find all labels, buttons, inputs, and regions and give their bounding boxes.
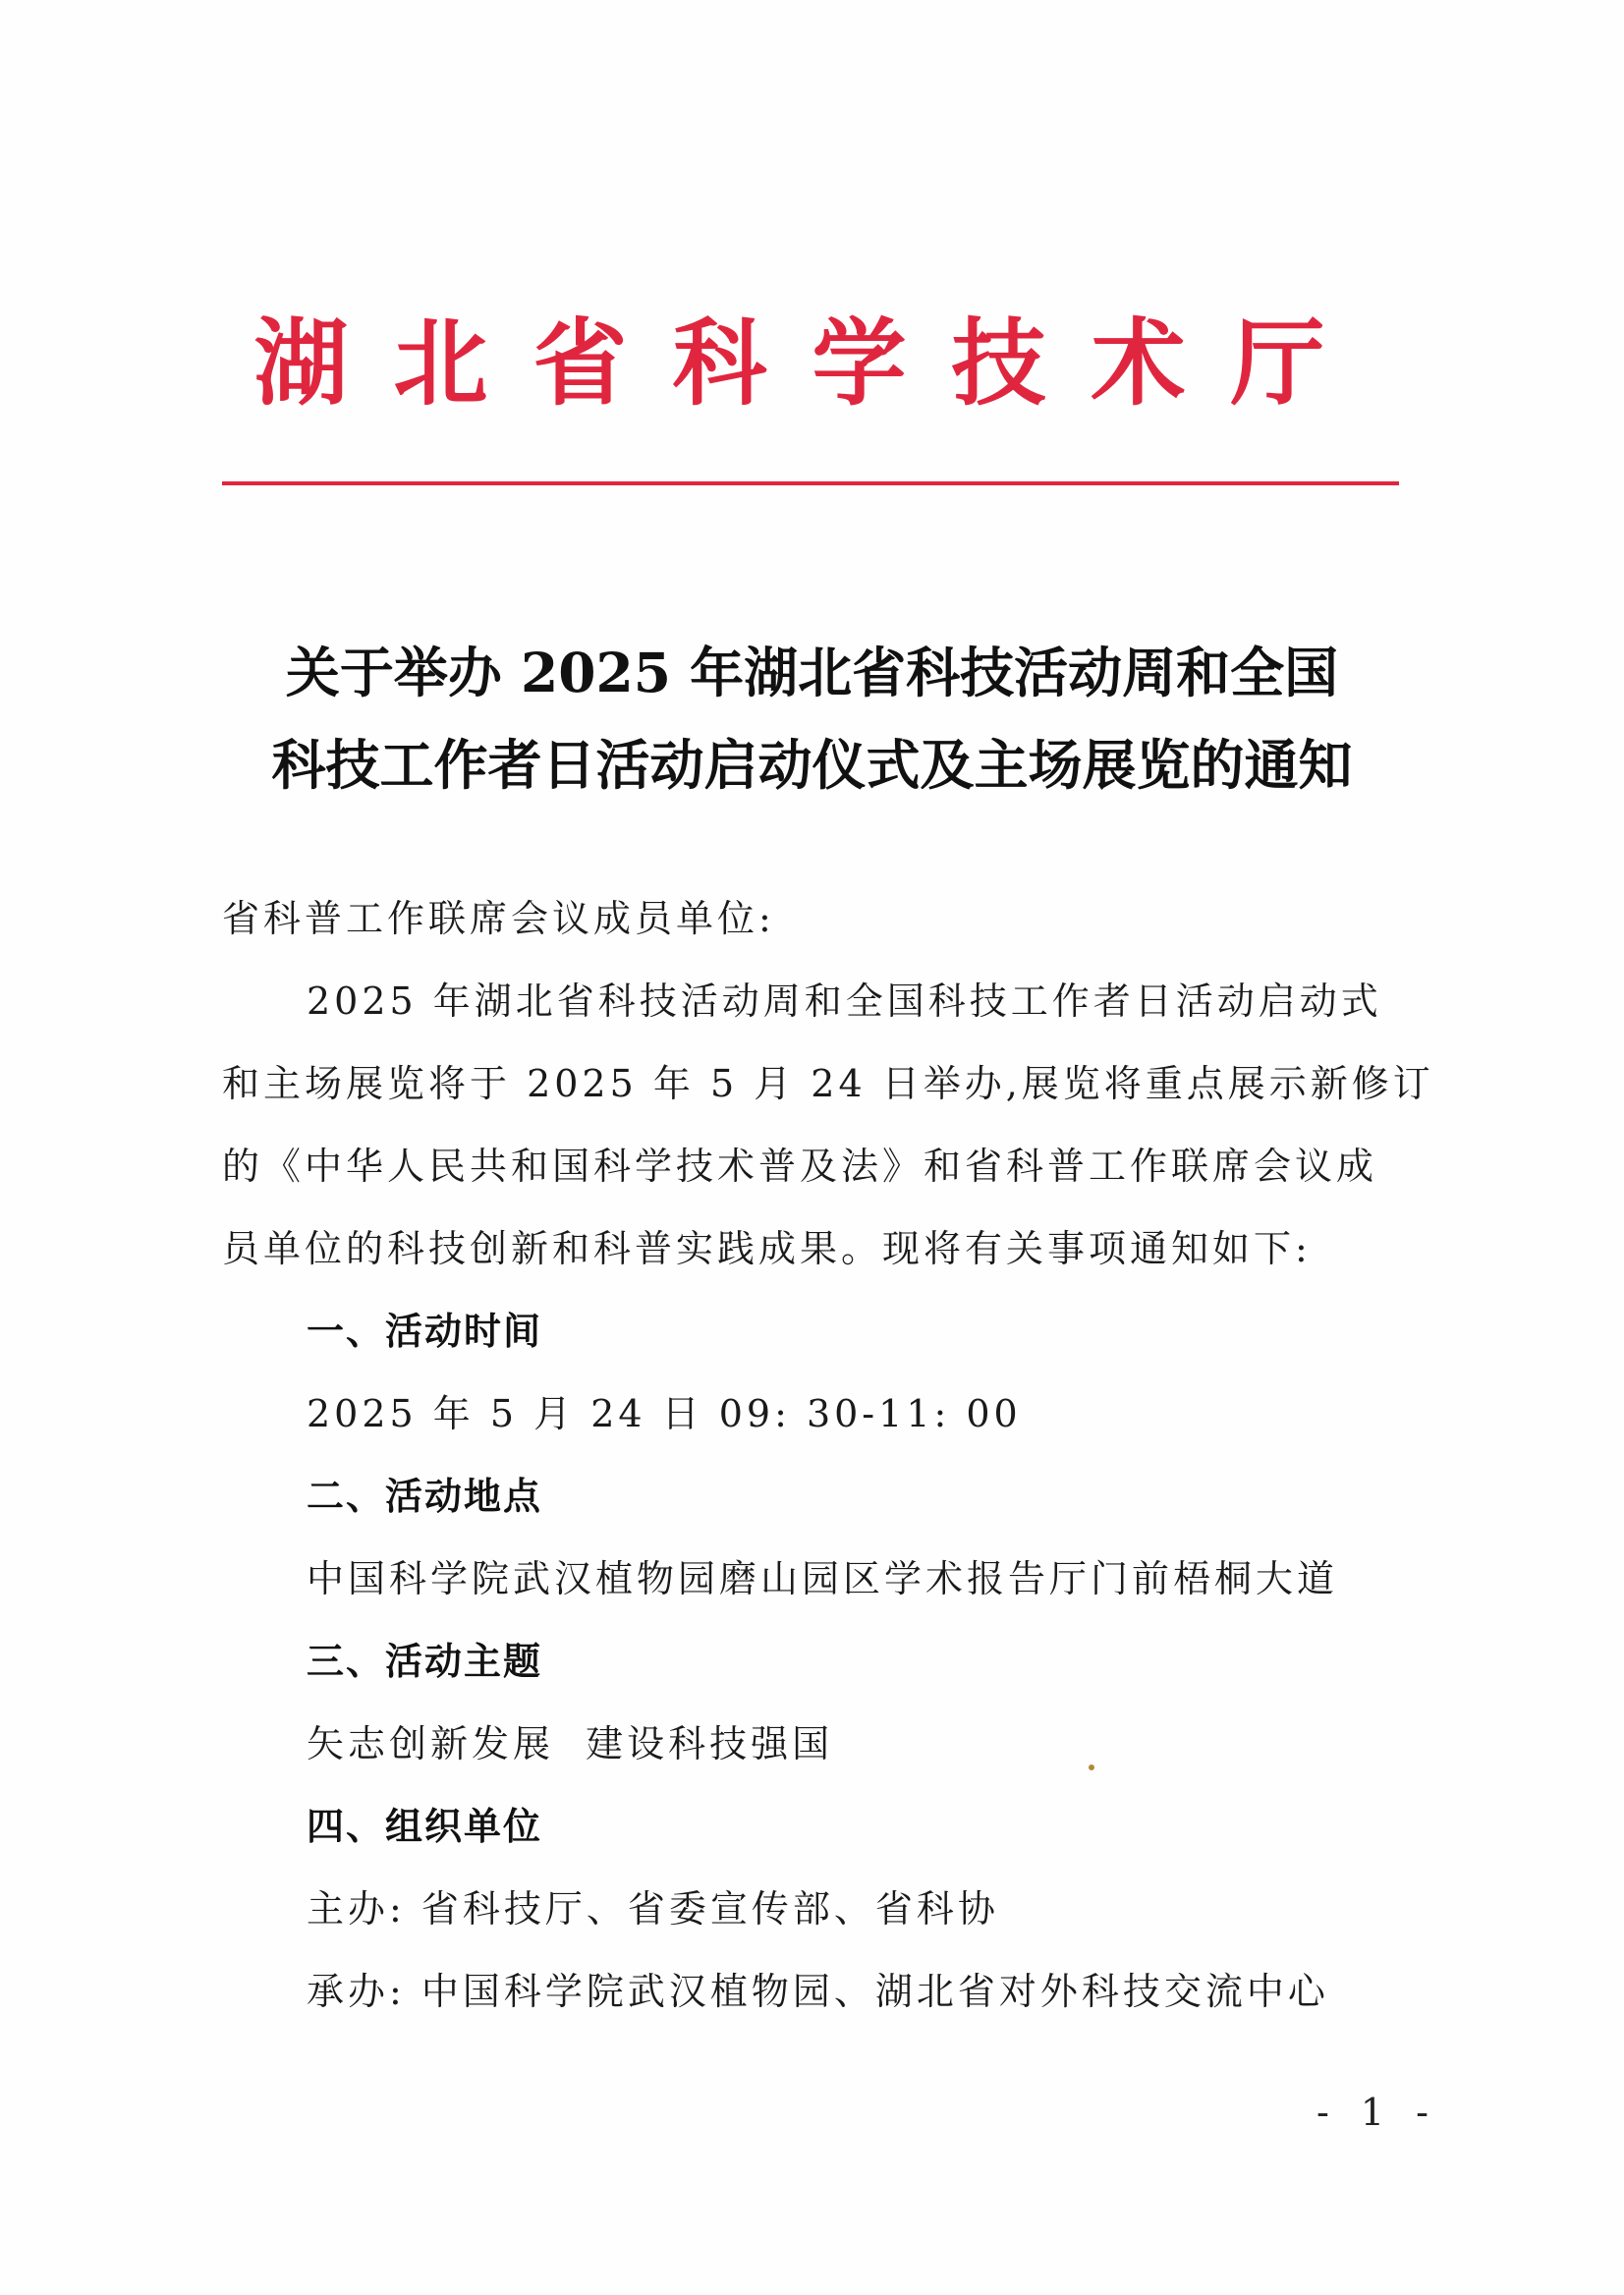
section-organizers-host: 主办: 省科技厅、省委宣传部、省科协	[307, 1887, 999, 1931]
intro-line-3: 的《中华人民共和国科学技术普及法》和省科普工作联席会议成	[222, 1145, 1378, 1188]
page-number: - 1 -	[1316, 2091, 1439, 2134]
section-location-value: 中国科学院武汉植物园磨山园区学术报告厅门前梧桐大道	[307, 1557, 1339, 1600]
salutation: 省科普工作联席会议成员单位:	[222, 897, 775, 940]
intro-line-1: 2025 年湖北省科技活动周和全国科技工作者日活动启动式	[307, 980, 1382, 1023]
document-title	[196, 627, 1428, 812]
section-heading-time: 一、活动时间	[307, 1310, 543, 1353]
intro-line-4: 员单位的科技创新和科普实践成果。现将有关事项通知如下:	[222, 1227, 1312, 1270]
section-heading-organizers: 四、组织单位	[307, 1805, 543, 1848]
title-line-2: 科技工作者日活动启动仪式及主场展览的通知	[271, 733, 1353, 797]
scan-speck	[1089, 1764, 1094, 1770]
section-heading-location: 二、活动地点	[307, 1475, 543, 1518]
section-organizers-undertaker: 承办: 中国科学院武汉植物园、湖北省对外科技交流中心	[307, 1970, 1329, 2013]
header-red-rule	[222, 481, 1399, 485]
organization-header: 湖北省科学技术厅	[253, 308, 1371, 419]
title-line-1: 关于举办 2025 年湖北省科技活动周和全国	[285, 641, 1339, 704]
section-theme-value: 矢志创新发展 建设科技强国	[307, 1722, 834, 1765]
section-time-value: 2025 年 5 月 24 日 09: 30-11: 00	[307, 1392, 1022, 1435]
section-heading-theme: 三、活动主题	[307, 1640, 543, 1683]
intro-line-2: 和主场展览将于 2025 年 5 月 24 日举办,展览将重点展示新修订	[222, 1062, 1434, 1105]
